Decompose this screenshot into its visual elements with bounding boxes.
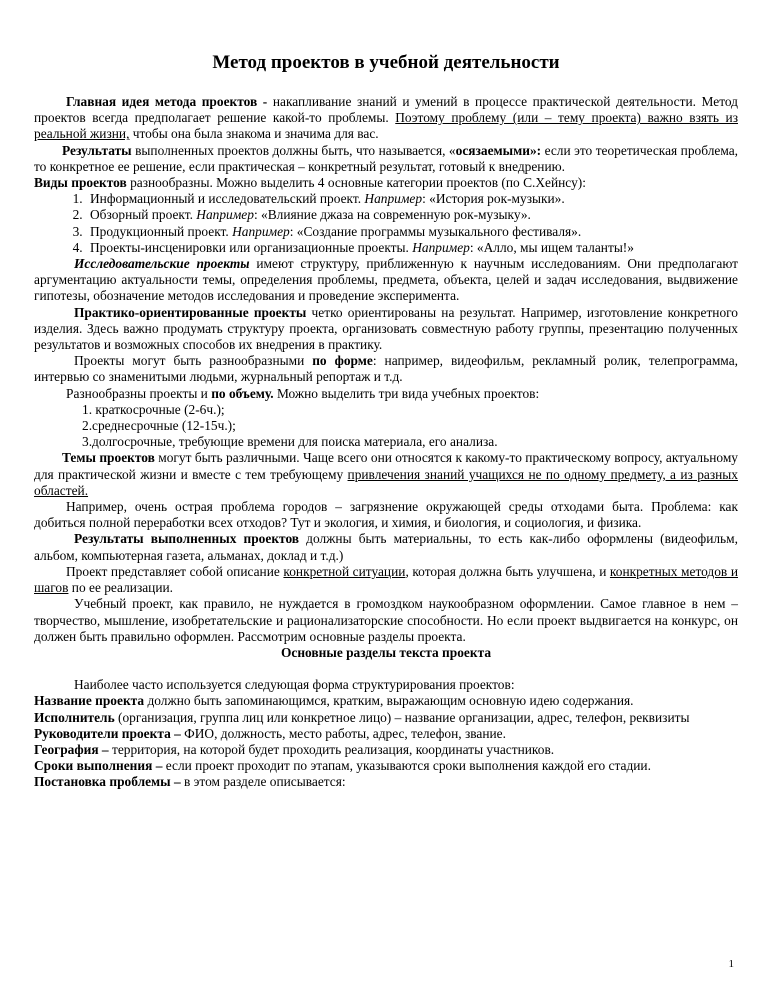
section-item — [34, 742, 738, 758]
list-item — [86, 240, 738, 256]
text: Обзорный проект. — [90, 207, 197, 223]
paragraph-study-project: Учебный проект, как правило, не нуждается в громоздком наукообразном оформлении. Самое главное в нем – творчество, мышление, изобретательские и рационализаторские способности. Но если проект выдвигается на конкурс, он должен быть правильно оформлен. Рассмотрим основные разделы проекта. — [34, 596, 738, 644]
paragraph-practice-projects — [34, 305, 738, 354]
text: : например, видеофильм, рекламный ролик, телепрограмма, интервью со знаменитыми людьми, журнальный репортаж и т.д. — [34, 353, 738, 385]
bold-term: Виды проектов — [34, 175, 127, 191]
underlined-text: конкретной ситуации — [283, 563, 406, 579]
paragraph-form — [34, 353, 738, 385]
section-item — [34, 758, 738, 774]
text: , которая должна быть улучшена, и — [405, 563, 610, 579]
paragraph-research-projects — [34, 256, 738, 305]
bold-italic-term: Исследовательские проекты — [74, 256, 250, 272]
paragraph-project-description — [34, 564, 738, 596]
list-item — [86, 224, 738, 240]
text: Продукционный проект. — [90, 223, 233, 239]
list-item: 3.долгосрочные, требующие времени для поиска материала, его анализа. — [82, 434, 498, 450]
paragraph-main-idea — [34, 94, 738, 143]
list-item — [86, 191, 738, 207]
section-item — [34, 710, 738, 726]
bold-term: Главная идея метода проектов - — [66, 94, 268, 109]
bold-term: по форме — [312, 353, 373, 369]
spacer — [34, 661, 738, 677]
text: Проекты-инсценировки или организационные проекты. — [90, 239, 413, 255]
bold-term: Название проекта — [34, 693, 145, 709]
bold-term: Постановка проблемы – — [34, 774, 181, 790]
bold-term: осязаемыми»: — [455, 142, 542, 158]
bold-term: Исполнитель — [34, 709, 115, 725]
text: разнообразны. Можно выделить 4 основные категории проектов (по С.Хейнсу): — [126, 175, 586, 191]
bold-term: Темы проектов — [62, 450, 155, 466]
paragraph-example: Например, очень острая проблема городов – загрязнение окружающей среды отходами быта. Проблема: как добиться полной переработки всех отходов? Тут и экология, и химия, и биология, и социология, и физика. — [34, 499, 738, 531]
text: должны быть материальны, то есть как-либо оформлены (видеофильм, альбом, компьютерная газета, альманах, доклад и т.д.) — [34, 531, 738, 563]
text: : «История рок-музыки». — [422, 191, 565, 207]
italic-text: Например — [412, 239, 470, 255]
paragraph-structure-intro: Наиболее часто используется следующая форма структурирования проектов: — [74, 677, 515, 693]
text: если это теоретическая проблема, то конкретное ее решение, если практическая – конкретный результат, готовый к внедрению. — [34, 142, 738, 174]
text: выполненных проектов должны быть, что называется, « — [131, 142, 456, 158]
underlined-text: конкретных методов и шагов — [34, 563, 738, 596]
section-heading: Основные разделы текста проекта — [280, 644, 492, 660]
section-item — [34, 774, 738, 790]
text: могут быть различными. Чаще всего они относятся к какому-то практическому вопросу, актуальному для практической жизни и вместе с тем требующему — [34, 450, 738, 482]
paragraph-results-material — [34, 531, 738, 563]
text: : «Алло, мы ищем таланты!» — [469, 239, 634, 255]
list-item: 2.среднесрочные (12-15ч.); — [82, 418, 236, 434]
text: чтобы она была знакома и значима для вас. — [129, 126, 379, 142]
bold-term: по объему. — [211, 385, 274, 401]
document-body — [34, 94, 738, 791]
text: должно быть запоминающимся, кратким, выражающим основную идею содержания. — [144, 693, 634, 709]
text: Разнообразны проекты и — [66, 385, 212, 401]
text: если проект проходит по этапам, указываются сроки выполнения каждой его стадии. — [162, 758, 651, 774]
bold-term: География – — [34, 741, 109, 757]
text: (организация, группа лиц или конкретное лицо) – название организации, адрес, телефон, реквизиты — [114, 709, 690, 725]
text: накапливание знаний и умений в процессе практической деятельности. Метод проектов всегда предполагает решение какой-то проблемы. — [34, 94, 738, 126]
page-number: 1 — [728, 958, 734, 970]
paragraph-topics — [34, 450, 738, 499]
document-title: Метод проектов в учебной деятельности — [212, 52, 560, 73]
section-item — [34, 693, 738, 709]
text: : «Влияние джаза на современную рок-музыку». — [253, 207, 531, 223]
paragraph-project-types — [34, 175, 738, 191]
text: ФИО, должность, место работы, адрес, телефон, звание. — [180, 725, 506, 741]
paragraph-results — [34, 143, 738, 175]
text: Проект представляет собой описание — [66, 563, 284, 579]
italic-text: Например — [232, 223, 290, 239]
text: имеют структуру, приближенную к научным исследованиям. Они предполагают аргументацию актуальности темы, определения проблемы, предмета, объекта, целей и задач исследования, выдвижение гипотезы, обозначение методов исследования и проведение эксперимента. — [34, 256, 738, 304]
paragraph-volume — [34, 386, 738, 402]
section-item — [34, 726, 738, 742]
text: : «Создание программы музыкального фестиваля». — [289, 223, 582, 239]
bold-term: Результаты выполненных проектов — [74, 531, 300, 547]
bold-term: Руководители проекта – — [34, 725, 181, 741]
bold-term: Результаты — [62, 142, 132, 158]
project-types-list — [34, 191, 738, 256]
text: Информационный и исследовательский проект. — [90, 191, 365, 207]
text: четко ориентированы на результат. Например, изготовление конкретного изделия. Здесь важно продумать структуру проекта, организовать совместную работу группы, презентацию полученных результатов и возможных способов их внедрения в практику. — [34, 304, 739, 353]
bold-term: Сроки выполнения – — [34, 758, 163, 774]
text: Проекты могут быть разнообразными — [74, 353, 313, 369]
text: Можно выделить три вида учебных проектов: — [273, 385, 540, 401]
text: в этом разделе описывается: — [180, 774, 346, 790]
underlined-text: привлечения знаний учащихся не по одному предмету, а из разных областей. — [34, 466, 738, 498]
volume-list — [34, 402, 738, 451]
underlined-text: Поэтому проблему (или – тему проекта) важно взять из реальной жизни, — [34, 110, 738, 142]
text: территория, на которой будет проходить реализация, координаты участников. — [108, 741, 555, 757]
list-item: 1. краткосрочные (2-6ч.); — [82, 401, 225, 417]
italic-text: Например — [364, 191, 423, 207]
text: по ее реализации. — [68, 580, 174, 596]
bold-term: Практико-ориентированные проекты — [74, 304, 307, 320]
italic-text: Например — [196, 207, 254, 223]
list-item — [86, 207, 738, 223]
